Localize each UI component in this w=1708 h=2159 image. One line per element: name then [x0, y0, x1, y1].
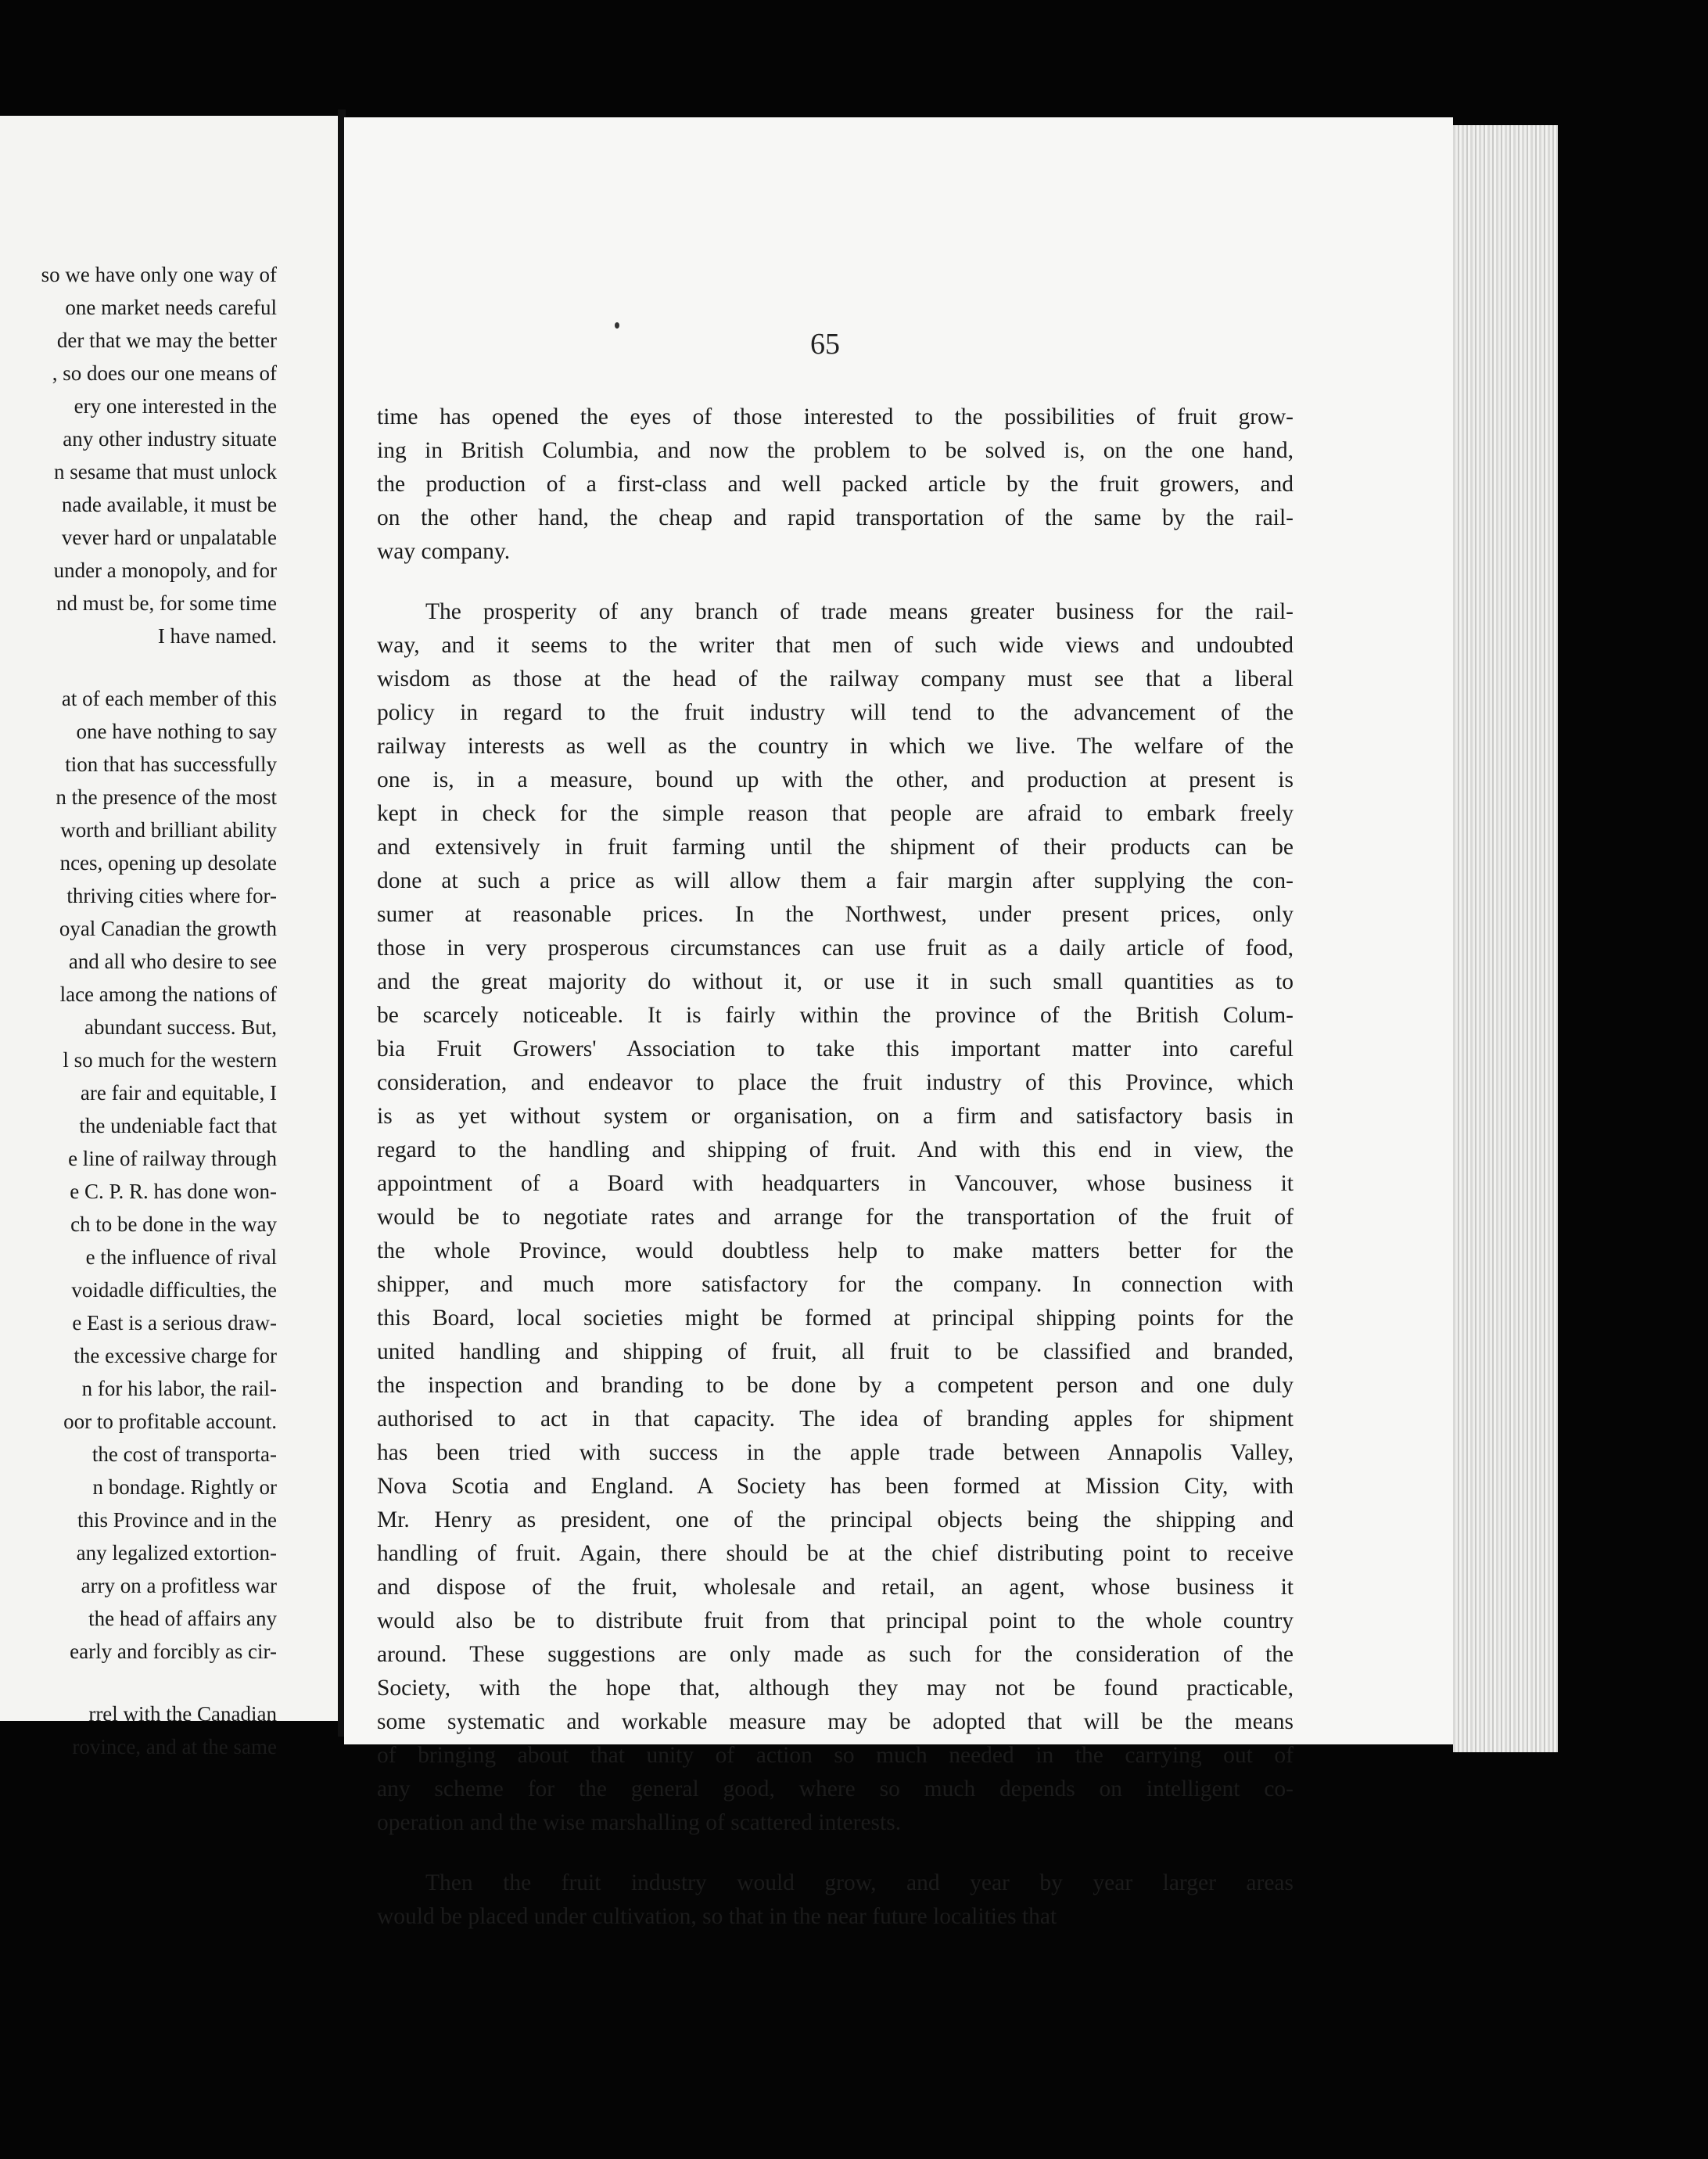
facing-page-line: nade available, it must be — [61, 493, 277, 516]
facing-page-line: under a monopoly, and for — [53, 559, 277, 582]
text-line: has been tried with success in the apple trade between Annapolis Valley, — [377, 1440, 1294, 1465]
facing-page-line: abundant success. But, — [84, 1015, 277, 1039]
facing-page-line: n for his labor, the rail- — [81, 1377, 277, 1400]
text-line: way company. — [377, 539, 511, 564]
facing-page-line: the undeniable fact that — [79, 1114, 277, 1137]
text-line: policy in regard to the fruit industry will tend to the advancement of the — [377, 700, 1294, 725]
text-line: handling of fruit. Again, there should be at the chief distributing point to receive — [377, 1541, 1294, 1566]
text-line: united handling and shipping of fruit, all fruit to be classified and branded, — [377, 1339, 1294, 1364]
facing-page-line: the head of affairs any — [88, 1607, 277, 1630]
text-line: sumer at reasonable prices. In the Northwest, under present prices, only — [377, 902, 1294, 927]
facing-page-line: oor to profitable account. — [63, 1410, 277, 1433]
facing-page-line: tion that has successfully — [65, 753, 277, 776]
facing-page-line: l so much for the western — [63, 1048, 277, 1072]
facing-page-line: voidadle difficulties, the — [71, 1278, 277, 1302]
text-line: kept in check for the simple reason that people are afraid to embark freely — [377, 801, 1294, 826]
facing-page-line: , so does our one means of — [52, 361, 277, 385]
page-stack-edge — [1453, 125, 1558, 1752]
text-line: and dispose of the fruit, wholesale and retail, an agent, whose business it — [377, 1575, 1294, 1600]
facing-page-left — [0, 116, 338, 1758]
paragraph-gap — [377, 1840, 1294, 1866]
text-line: one is, in a measure, bound up with the other, and production at present is — [377, 767, 1294, 792]
text-line: shipper, and much more satisfactory for the company. In connection with — [377, 1272, 1294, 1297]
paragraph — [377, 401, 1294, 569]
text-line: the whole Province, would doubtless help to make matters better for the — [377, 1238, 1294, 1263]
facing-page-line: ery one interested in the — [74, 394, 277, 418]
text-line: Mr. Henry as president, one of the principal objects being the shipping and — [377, 1507, 1294, 1532]
text-line: consideration, and endeavor to place the fruit industry of this Province, which — [377, 1070, 1294, 1095]
facing-page-line: I have named. — [157, 624, 277, 648]
facing-page-line: are fair and equitable, I — [80, 1081, 277, 1105]
page-body-text — [377, 401, 1294, 1934]
facing-page-line: nd must be, for some time — [56, 591, 277, 615]
text-line: Nova Scotia and England. A Society has been formed at Mission City, with — [377, 1474, 1294, 1499]
text-line: some systematic and workable measure may be adopted that will be the means — [377, 1709, 1294, 1734]
paragraph — [377, 595, 1294, 1840]
facing-page-line: arry on a profitless war — [81, 1574, 277, 1597]
facing-page-line: n bondage. Rightly or — [92, 1475, 277, 1499]
text-line: would be placed under cultivation, so that in the near future localities that — [377, 1904, 1057, 1929]
facing-page-line: der that we may the better — [56, 329, 277, 352]
facing-page-line: ch to be done in the way — [70, 1212, 277, 1236]
facing-page-line: n the presence of the most — [56, 785, 277, 809]
text-line: and the great majority do without it, or use it in such small quantities as to — [377, 969, 1294, 994]
facing-page-line: and all who desire to see — [68, 950, 277, 973]
text-line: regard to the handling and shipping of fruit. And with this end in view, the — [377, 1137, 1294, 1162]
facing-page-line: early and forcibly as cir- — [70, 1640, 277, 1663]
text-line: any scheme for the general good, where so much depends on intelligent co- — [377, 1776, 1294, 1802]
paragraph — [377, 1866, 1294, 1934]
text-line: the inspection and branding to be done by a competent person and one duly — [377, 1373, 1294, 1398]
text-line: the production of a first-class and well packed article by the fruit growers, and — [377, 472, 1294, 497]
text-line: and extensively in fruit farming until the shipment of their products can be — [377, 835, 1294, 860]
facing-page-line: any legalized extortion- — [76, 1541, 277, 1564]
facing-page-line: this Province and in the — [77, 1508, 277, 1532]
facing-page-line: vever hard or unpalatable — [61, 526, 277, 549]
facing-page-line: so we have only one way of — [41, 263, 277, 286]
text-line: would also be to distribute fruit from that principal point to the whole country — [377, 1608, 1294, 1633]
text-line: around. These suggestions are only made as such for the consideration of the — [377, 1642, 1294, 1667]
text-line: Society, with the hope that, although they may not be found practicable, — [377, 1676, 1294, 1701]
text-line: those in very prosperous circumstances can use fruit as a daily article of food, — [377, 936, 1294, 961]
facing-page-line: e line of railway through — [68, 1147, 277, 1170]
ink-speck — [615, 322, 619, 329]
facing-page-line: e C. P. R. has done won- — [70, 1180, 277, 1203]
facing-page-line: rovince, and at the same — [72, 1735, 277, 1758]
facing-page-line: oyal Canadian the growth — [59, 917, 277, 940]
text-line: would be to negotiate rates and arrange for the transportation of the fruit of — [377, 1205, 1294, 1230]
facing-page-line: n sesame that must unlock — [54, 460, 277, 483]
facing-page-line: lace among the nations of — [59, 983, 277, 1006]
text-line: wisdom as those at the head of the railway company must see that a liberal — [377, 666, 1294, 692]
facing-page-line: one market needs careful — [65, 296, 277, 319]
text-line: Then the fruit industry would grow, and year by year larger areas — [425, 1870, 1294, 1895]
text-line: done at such a price as will allow them a fair margin after supplying the con- — [377, 868, 1294, 893]
text-line: appointment of a Board with headquarters in Vancouver, whose business it — [377, 1171, 1294, 1196]
text-line: ing in British Columbia, and now the problem to be solved is, on the one hand, — [377, 438, 1294, 463]
text-line: this Board, local societies might be formed at principal shipping points for the — [377, 1306, 1294, 1331]
text-line: way, and it seems to the writer that men of such wide views and undoubted — [377, 633, 1294, 658]
text-line: bia Fruit Growers' Association to take this important matter into careful — [377, 1036, 1294, 1062]
text-line: The prosperity of any branch of trade means greater business for the rail- — [425, 599, 1294, 624]
text-line: is as yet without system or organisation, on a firm and satisfactory basis in — [377, 1104, 1294, 1129]
text-line: authorised to act in that capacity. The idea of branding apples for shipment — [377, 1406, 1294, 1432]
facing-page-line: one have nothing to say — [76, 720, 277, 743]
facing-page-line: nces, opening up desolate — [59, 851, 277, 875]
facing-page-line: any other industry situate — [63, 427, 277, 451]
text-line: time has opened the eyes of those interested to the possibilities of fruit grow- — [377, 404, 1294, 429]
text-line: of bringing about that unity of action so much needed in the carrying out of — [377, 1743, 1294, 1768]
facing-page-line: e East is a serious draw- — [72, 1311, 277, 1335]
facing-page-line: at of each member of this — [61, 687, 277, 710]
facing-page-line: the cost of transporta- — [92, 1442, 277, 1466]
facing-page-line: e the influence of rival — [85, 1245, 277, 1269]
facing-page-line: rrel with the Canadian — [88, 1702, 277, 1726]
text-line: railway interests as well as the country in which we live. The welfare of the — [377, 734, 1294, 759]
paragraph-gap — [377, 569, 1294, 595]
text-line: be scarcely noticeable. It is fairly within the province of the British Colum- — [377, 1003, 1294, 1028]
facing-page-line: worth and brilliant ability — [60, 818, 277, 842]
page-number: 65 — [810, 328, 840, 361]
facing-page-line: the excessive charge for — [74, 1344, 277, 1367]
facing-page-line: thriving cities where for- — [66, 884, 277, 907]
text-line: on the other hand, the cheap and rapid transportation of the same by the rail- — [377, 505, 1294, 530]
text-line: operation and the wise marshalling of scattered interests. — [377, 1810, 902, 1835]
